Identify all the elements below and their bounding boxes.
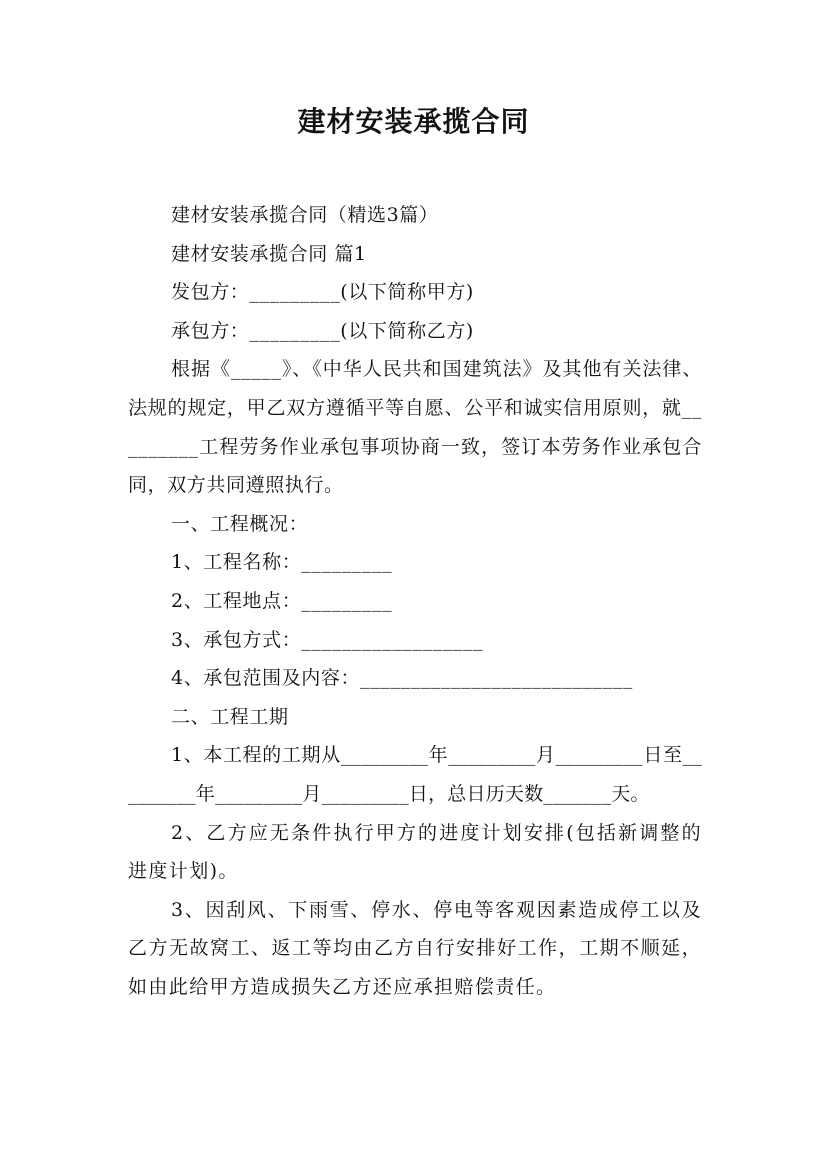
- paragraph-section-heading: 建材安装承揽合同 篇1: [171, 242, 367, 265]
- paragraph-project-location: 2、工程地点：_________: [171, 589, 393, 612]
- paragraph-schedule-plan: 2、乙方应无条件执行甲方的进度计划安排(包括新调整的进度计划)。: [128, 821, 702, 883]
- paragraph-contract-method: 3、承包方式：__________________: [171, 628, 484, 651]
- paragraph-scope: 4、承包范围及内容：___________________________: [171, 667, 633, 690]
- paragraph-employer: 发包方：_________(以下简称甲方): [171, 281, 474, 304]
- paragraph-project-name: 1、工程名称：_________: [171, 551, 393, 574]
- document-title: 建材安装承揽合同: [297, 105, 530, 138]
- paragraph-delay-clause: 3、因刮风、下雨雪、停水、停电等客观因素造成停工以及乙方无故窝工、返工等均由乙方自行安排好工作，工期不顺延，如由此给甲方造成损失乙方还应承担赔偿责任。: [128, 898, 702, 998]
- paragraph-subtitle: 建材安装承揽合同（精选3篇）: [171, 204, 439, 226]
- paragraph-basis: 根据《_____》、《中华人民共和国建筑法》及其他有关法律、法规的规定，甲乙双方遵循平等自愿、公平和诚实信用原则，就_________工程劳务作业承包事项协商一致，签订本劳务作业承包合同，双方共同遵照执行。: [128, 358, 702, 497]
- paragraph-contractor: 承包方：_________(以下简称乙方): [171, 319, 474, 342]
- document-body: [128, 196, 702, 1006]
- paragraph-project-overview-heading: 一、工程概况：: [171, 512, 309, 535]
- paragraph-schedule-period: 1、本工程的工期从_________年_________月_________日至_________年_________月_________日，总日历天数_______天。: [128, 744, 702, 805]
- paragraph-schedule-heading: 二、工程工期: [171, 705, 289, 728]
